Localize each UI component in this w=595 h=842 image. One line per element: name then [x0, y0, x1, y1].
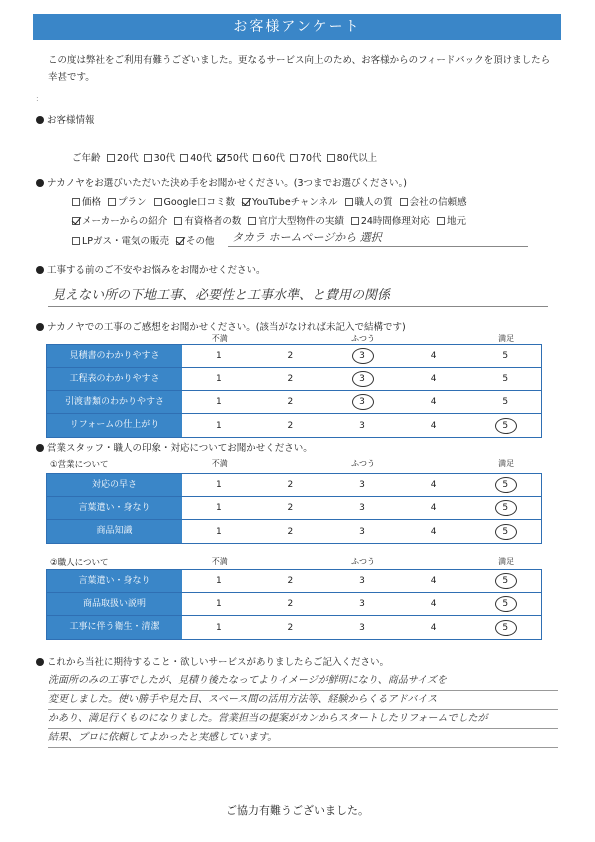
- age-label: ご年齢: [72, 153, 101, 164]
- rating-option-3[interactable]: 3: [359, 576, 365, 586]
- rating-row: [47, 368, 541, 391]
- rating-row: [47, 570, 541, 593]
- rating-option-1[interactable]: 1: [215, 526, 222, 537]
- rating-option-2[interactable]: 2: [287, 397, 294, 407]
- checkbox[interactable]: [290, 154, 298, 162]
- rating-option-4[interactable]: 4: [430, 599, 437, 609]
- worries-answer[interactable]: 見えない所の下地工事、必要性と工事水準、と費用の関係: [52, 288, 391, 303]
- rating-option-2[interactable]: 2: [287, 374, 294, 384]
- scale-label: 満足: [498, 334, 515, 343]
- worries-heading: 工事する前のご不安やお悩みをお聞かせください。: [36, 262, 266, 276]
- customer-heading: お客様情報: [36, 112, 95, 126]
- checkbox[interactable]: [176, 237, 184, 245]
- rating-option-4[interactable]: 4: [430, 622, 437, 633]
- checkbox[interactable]: [217, 154, 225, 162]
- rating-option-3[interactable]: 3: [326, 397, 398, 407]
- rating-option-1[interactable]: 1: [215, 480, 222, 490]
- scale-label: [256, 556, 328, 567]
- option-label: 30代: [153, 153, 176, 164]
- rating-option-3[interactable]: 3: [359, 503, 365, 513]
- rating-option-4[interactable]: 4: [430, 503, 437, 513]
- option-label: 会社の信頼感: [409, 197, 467, 208]
- rating-option-1[interactable]: 1: [215, 374, 222, 384]
- option-label: その他: [186, 236, 215, 247]
- craft-scale: [184, 556, 542, 567]
- rating-label: 工程表のわかりやすさ: [47, 368, 183, 390]
- rating-option-1[interactable]: 1: [215, 420, 222, 431]
- rating-label: 商品取扱い説明: [47, 593, 183, 615]
- rating-label: 引渡書類のわかりやすさ: [47, 391, 183, 413]
- decision-option[interactable]: [345, 194, 393, 208]
- rating-label: 商品知識: [47, 520, 183, 543]
- age-option[interactable]: [180, 150, 212, 164]
- option-label: 24時間修理対応: [360, 216, 430, 227]
- age-option[interactable]: [290, 150, 322, 164]
- rating-label: 見積書のわかりやすさ: [47, 345, 183, 367]
- rating-label: 対応の早さ: [47, 474, 183, 496]
- impressions-scale: [184, 333, 542, 344]
- rating-option-3[interactable]: 3: [359, 526, 365, 537]
- decision-row-2: [72, 213, 466, 227]
- checkbox[interactable]: [154, 198, 162, 206]
- decision-option[interactable]: [174, 213, 241, 227]
- rating-option-4[interactable]: 4: [430, 576, 437, 586]
- impressions-table: [46, 344, 542, 438]
- checkbox[interactable]: [345, 198, 353, 206]
- option-label: 有資格者の数: [184, 216, 242, 227]
- sales-table: [46, 473, 542, 544]
- checkbox[interactable]: [72, 217, 80, 225]
- sales-subheading: ①営業について: [50, 460, 109, 470]
- craft-subheading: ②職人について: [50, 558, 109, 568]
- rating-option-2[interactable]: 2: [287, 503, 294, 513]
- sales-scale: [184, 458, 542, 469]
- decision-option[interactable]: [351, 213, 430, 227]
- rating-option-5[interactable]: 5: [469, 623, 541, 633]
- scale-label: 不満: [211, 334, 228, 343]
- rating-option-3[interactable]: 3: [359, 420, 365, 431]
- rating-option-5[interactable]: 5: [502, 397, 509, 407]
- rating-option-5[interactable]: 5: [502, 351, 509, 361]
- rating-option-2[interactable]: 2: [287, 622, 294, 633]
- scale-label: [399, 556, 471, 567]
- rating-row: [47, 520, 541, 543]
- rating-option-5[interactable]: 5: [469, 421, 541, 431]
- rating-row: [47, 474, 541, 497]
- rating-option-1[interactable]: 1: [215, 503, 222, 513]
- decision-option[interactable]: [108, 194, 147, 208]
- rating-option-2[interactable]: 2: [287, 576, 294, 586]
- age-option[interactable]: [144, 150, 176, 164]
- expectation-line: かあり、満足行くものになりました。営業担当の提案がカンからスタートしたリフォームでしたが: [48, 710, 558, 729]
- rating-row: [47, 593, 541, 616]
- rating-option-1[interactable]: 1: [215, 622, 222, 633]
- other-answer[interactable]: タカラ ホームページから 選択: [232, 231, 382, 244]
- rating-option-1[interactable]: 1: [215, 397, 222, 407]
- option-label: 40代: [190, 153, 212, 164]
- rating-option-4[interactable]: 4: [430, 374, 437, 384]
- scale-label: ふつう: [350, 459, 375, 468]
- age-options: [107, 150, 377, 164]
- checkbox[interactable]: [327, 154, 335, 162]
- checkbox[interactable]: [400, 198, 408, 206]
- rating-option-5[interactable]: 5: [469, 480, 541, 490]
- checkbox[interactable]: [180, 154, 188, 162]
- option-label: プラン: [118, 197, 147, 208]
- scale-label: [256, 333, 328, 344]
- rating-label: 言葉遣い・身なり: [47, 570, 183, 592]
- rating-label: リフォームの仕上がり: [47, 414, 183, 437]
- checkbox[interactable]: [108, 198, 116, 206]
- rating-option-2[interactable]: 2: [287, 599, 294, 609]
- footer-thanks: ご協力有難うございました。: [226, 804, 369, 817]
- expectations-answer[interactable]: [48, 672, 558, 748]
- checkbox[interactable]: [174, 217, 182, 225]
- decision-option[interactable]: [176, 233, 215, 247]
- rating-option-4[interactable]: 4: [430, 397, 437, 407]
- option-label: LPガス・電気の販売: [82, 236, 170, 247]
- checkbox[interactable]: [242, 198, 250, 206]
- option-label: 価格: [82, 197, 102, 208]
- decision-row-3: [72, 233, 215, 247]
- scale-label: [256, 458, 328, 469]
- scale-label: 不満: [211, 557, 228, 566]
- option-label: 官庁大型物件の実績: [258, 216, 344, 227]
- checkbox[interactable]: [253, 154, 261, 162]
- option-label: メーカーからの紹介: [82, 216, 168, 227]
- option-label: 地元: [446, 216, 466, 227]
- rating-row: [47, 345, 541, 368]
- rating-option-1[interactable]: 1: [215, 599, 222, 609]
- rating-option-3[interactable]: 3: [359, 599, 365, 609]
- rating-option-1[interactable]: 1: [215, 576, 222, 586]
- option-label: 50代: [226, 153, 249, 164]
- expectations-heading: これから当社に期待すること・欲しいサービスがありましたらご記入ください。: [36, 654, 389, 668]
- scale-label: ふつう: [350, 557, 375, 566]
- checkbox[interactable]: [351, 217, 359, 225]
- age-option[interactable]: [327, 150, 378, 164]
- decision-option[interactable]: [72, 194, 101, 208]
- checkbox[interactable]: [72, 198, 80, 206]
- rating-label: 言葉遣い・身なり: [47, 497, 183, 519]
- checkbox[interactable]: [437, 217, 445, 225]
- staff-heading: 営業スタッフ・職人の印象・対応についてお聞かせください。: [36, 440, 313, 454]
- rating-row: [47, 497, 541, 520]
- scale-label: 不満: [211, 459, 228, 468]
- expectation-line: 洗面所のみの工事でしたが、見積り後たなってよりイメージが鮮明になり、商品サイズを: [48, 672, 558, 691]
- scale-label: 満足: [498, 557, 515, 566]
- rating-option-5[interactable]: 5: [469, 599, 541, 609]
- option-label: 70代: [299, 153, 322, 164]
- decision-option[interactable]: [248, 213, 344, 227]
- rating-row: [47, 616, 541, 639]
- rating-option-5[interactable]: 5: [469, 527, 541, 537]
- rating-option-3[interactable]: 3: [326, 374, 398, 384]
- rating-option-2[interactable]: 2: [287, 420, 294, 431]
- rating-option-5[interactable]: 5: [502, 374, 509, 384]
- checkbox[interactable]: [144, 154, 152, 162]
- rating-option-3[interactable]: 3: [359, 480, 365, 490]
- rating-option-4[interactable]: 4: [430, 526, 437, 537]
- age-option[interactable]: [217, 150, 249, 164]
- rating-option-4[interactable]: 4: [430, 420, 437, 431]
- option-label: 職人の質: [354, 197, 393, 208]
- rating-label: 工事に伴う衛生・清潔: [47, 616, 183, 639]
- decision-option[interactable]: [72, 213, 167, 227]
- scale-label: 満足: [498, 459, 515, 468]
- rating-option-5[interactable]: 5: [469, 503, 541, 513]
- decision-option[interactable]: [437, 213, 466, 227]
- decision-option[interactable]: [154, 194, 236, 208]
- craft-table: [46, 569, 542, 640]
- decision-row-1: [72, 194, 467, 208]
- decision-heading: ナカノヤをお選びいただいた決め手をお聞かせください。(3つまでお選びください。): [36, 175, 407, 189]
- rating-option-3[interactable]: 3: [326, 351, 398, 361]
- expectation-line: 結果、プロに依頼してよかったと実感しています。: [48, 729, 558, 748]
- rating-option-3[interactable]: 3: [359, 622, 365, 633]
- option-label: 60代: [263, 153, 285, 164]
- impressions-heading: ナカノヤでの工事のご感想をお聞かせください。(該当がなければ未記入で結構です): [36, 319, 406, 333]
- rating-option-2[interactable]: 2: [287, 351, 294, 361]
- scale-label: [399, 333, 471, 344]
- decision-option[interactable]: [242, 194, 338, 208]
- age-option[interactable]: [253, 150, 285, 164]
- option-label: 20代: [117, 153, 139, 164]
- checkbox[interactable]: [107, 154, 115, 162]
- page-title: お客様アンケート: [33, 14, 561, 40]
- rating-option-4[interactable]: 4: [430, 351, 437, 361]
- checkbox[interactable]: [72, 237, 80, 245]
- option-label: Google口コミ数: [163, 197, 236, 208]
- option-label: YouTubeチャンネル: [252, 197, 338, 208]
- scale-label: [399, 458, 471, 469]
- option-label: 80代以上: [336, 153, 378, 164]
- rating-option-5[interactable]: 5: [469, 576, 541, 586]
- intro-text: この度は弊社をご利用有難うございました。更なるサービス向上のため、お客様からのフィードバックを頂けましたら幸甚です。: [48, 55, 551, 83]
- checkbox[interactable]: [248, 217, 256, 225]
- rating-option-1[interactable]: 1: [215, 351, 222, 361]
- decision-option[interactable]: [72, 233, 169, 247]
- rating-option-4[interactable]: 4: [430, 480, 437, 490]
- scale-label: ふつう: [350, 334, 375, 343]
- rating-row: [47, 414, 541, 437]
- rating-option-2[interactable]: 2: [287, 526, 294, 537]
- expectation-line: 変更しました。使い勝手や見た目、スペース間の活用方法等、経験からくるアドバイス: [48, 691, 558, 710]
- rating-row: [47, 391, 541, 414]
- age-option[interactable]: [107, 150, 139, 164]
- rating-option-2[interactable]: 2: [287, 480, 294, 490]
- decision-option[interactable]: [400, 194, 467, 208]
